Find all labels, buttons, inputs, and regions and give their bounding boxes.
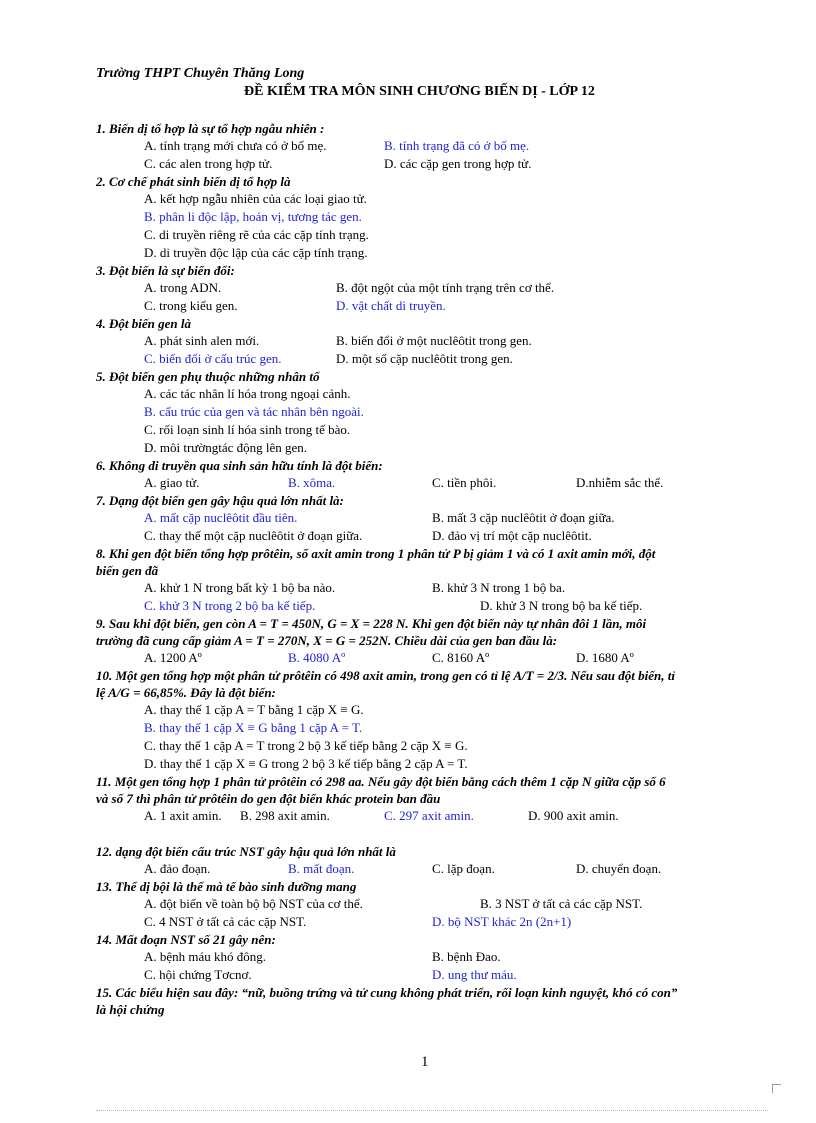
option-d: D. di truyền độc lập của các cặp tính trạng. bbox=[144, 245, 368, 260]
options-row bbox=[96, 860, 768, 878]
question-10-cont: lệ A/G = 66,85%. Đây là đột biến: bbox=[96, 685, 276, 700]
option-a: A. đảo đoạn. bbox=[144, 861, 211, 876]
option-c: C. tiền phôi. bbox=[432, 475, 497, 490]
options-row bbox=[96, 190, 768, 208]
options-row bbox=[96, 948, 768, 966]
options-row bbox=[96, 649, 768, 667]
option-d-correct: D. vật chất di truyền. bbox=[336, 298, 446, 313]
school-name: Trường THPT Chuyên Thăng Long bbox=[96, 66, 305, 81]
question-10: 10. Một gen tổng hợp một phân tử prôtêin có 498 axit amin, trong gen có tỉ lệ A/T = 2/3. Nếu sau đột biến, tỉ bbox=[96, 668, 675, 683]
options-row bbox=[96, 913, 768, 931]
question-3: 3. Đột biến là sự biến đổi: bbox=[96, 263, 235, 278]
option-a: A. bệnh máu khó đông. bbox=[144, 949, 267, 964]
option-a: A. 1200 Aº bbox=[144, 650, 202, 665]
question-4: 4. Đột biến gen là bbox=[96, 316, 191, 331]
option-d: D. chuyển đoạn. bbox=[576, 861, 662, 876]
options-row bbox=[96, 332, 768, 350]
option-c-correct: C. khử 3 N trong 2 bộ ba kế tiếp. bbox=[144, 598, 316, 613]
options-row bbox=[96, 701, 768, 719]
options-row bbox=[96, 226, 768, 244]
option-a: A. kết hợp ngẫu nhiên của các loại giao tử. bbox=[144, 191, 367, 206]
option-a: A. giao tử. bbox=[144, 475, 200, 490]
options-row bbox=[96, 755, 768, 773]
options-row bbox=[96, 579, 768, 597]
options-row bbox=[96, 350, 768, 368]
option-a: A. khử 1 N trong bất kỳ 1 bộ ba nào. bbox=[144, 580, 336, 595]
options-row bbox=[96, 244, 768, 262]
options-row bbox=[96, 137, 768, 155]
question-15: 15. Các biểu hiện sau đây: “nữ, buồng trứng và tử cung không phát triển, rối loạn kinh nguyệt, khó có con” bbox=[96, 985, 678, 1000]
question-8-cont: biến gen đã bbox=[96, 563, 159, 578]
options-row bbox=[96, 297, 768, 315]
options-row bbox=[96, 597, 768, 615]
option-a: A. trong ADN. bbox=[144, 280, 222, 295]
option-c: C. di truyền riêng rẽ của các cặp tính trạng. bbox=[144, 227, 369, 242]
option-b-correct: B. 4080 Aº bbox=[288, 650, 346, 665]
question-11: 11. Một gen tổng hợp 1 phân tử prôtêin có 298 aa. Nếu gây đột biến bằng cách thêm 1 cặp N giữa cặp số 6 bbox=[96, 774, 666, 789]
question-8: 8. Khi gen đột biến tổng hợp prôtêin, số axit amin trong 1 phân tử P bị giảm 1 và có 1 axit amin mới, đột bbox=[96, 546, 656, 561]
option-c-correct: C. biến đổi ở cấu trúc gen. bbox=[144, 351, 282, 366]
margin-mark bbox=[772, 1084, 781, 1093]
option-a: A. 1 axit amin. bbox=[144, 808, 222, 823]
page-number: 1 bbox=[421, 1054, 429, 1070]
option-a: A. đột biến về toàn bộ bộ NST của cơ thể. bbox=[144, 896, 363, 911]
options-row bbox=[96, 421, 768, 439]
option-d: D. thay thế 1 cặp X ≡ G trong 2 bộ 3 kế tiếp bằng 2 cặp A = T. bbox=[144, 756, 468, 771]
option-c: C. 8160 Aº bbox=[432, 650, 490, 665]
option-c-correct: C. 297 axit amin. bbox=[384, 808, 474, 823]
options-row bbox=[96, 403, 768, 421]
option-b: B. 298 axit amin. bbox=[240, 808, 330, 823]
option-c: C. rối loạn sinh lí hóa sinh trong tế bào. bbox=[144, 422, 351, 437]
option-d: D.nhiễm sắc thể. bbox=[576, 475, 664, 490]
question-9-cont: trường đã cung cấp giảm A = T = 270N, X = G = 252N. Chiều dài của gen ban đầu là: bbox=[96, 633, 558, 648]
question-15-cont: là hội chứng bbox=[96, 1002, 165, 1017]
option-d-correct: D. ung thư máu. bbox=[432, 967, 517, 982]
option-c: C. hội chứng Tơcnơ. bbox=[144, 967, 252, 982]
option-b: B. mất 3 cặp nuclêôtit ở đoạn giữa. bbox=[432, 510, 615, 525]
question-11-cont: và số 7 thì phân tử prôtêin do gen đột biến khác protein ban đầu bbox=[96, 791, 441, 806]
option-c: C. lặp đoạn. bbox=[432, 861, 495, 876]
option-b-correct: B. xôma. bbox=[288, 475, 336, 490]
question-list bbox=[96, 120, 768, 1018]
options-row bbox=[96, 155, 768, 173]
option-c: C. thay thế 1 cặp A = T trong 2 bộ 3 kế tiếp bằng 2 cặp X ≡ G. bbox=[144, 738, 468, 753]
option-d: D. khử 3 N trong bộ ba kế tiếp. bbox=[480, 598, 643, 613]
question-6: 6. Không di truyền qua sinh sản hữu tính là đột biến: bbox=[96, 458, 383, 473]
exam-title: ĐỀ KIỂM TRA MÔN SINH CHƯƠNG BIẾN DỊ - LỚP 12 bbox=[244, 84, 595, 99]
option-b: B. biến đổi ở một nuclêôtit trong gen. bbox=[336, 333, 532, 348]
options-row bbox=[96, 509, 768, 527]
options-row bbox=[96, 737, 768, 755]
options-row bbox=[96, 966, 768, 984]
options-row bbox=[96, 439, 768, 457]
option-c: C. thay thế một cặp nuclêôtit ở đoạn giữa. bbox=[144, 528, 363, 543]
question-1: 1. Biến dị tổ hợp là sự tổ hợp ngẫu nhiên : bbox=[96, 121, 325, 136]
options-row bbox=[96, 385, 768, 403]
options-row bbox=[96, 474, 768, 492]
option-b-correct: B. thay thế 1 cặp X ≡ G bằng 1 cặp A = T. bbox=[144, 720, 363, 735]
option-a: A. các tác nhân lí hóa trong ngoại cảnh. bbox=[144, 386, 351, 401]
option-b-correct: B. mất đoạn. bbox=[288, 861, 355, 876]
options-row bbox=[96, 527, 768, 545]
question-5: 5. Đột biến gen phụ thuộc những nhân tố bbox=[96, 369, 320, 384]
option-c: C. các alen trong hợp tử. bbox=[144, 156, 273, 171]
option-b: B. đột ngột của một tính trạng trên cơ thể. bbox=[336, 280, 555, 295]
question-7: 7. Dạng đột biến gen gây hậu quả lớn nhất là: bbox=[96, 493, 344, 508]
option-b-correct: B. cấu trúc của gen và tác nhân bên ngoài. bbox=[144, 404, 364, 419]
question-9: 9. Sau khi đột biến, gen còn A = T = 450N, G = X = 228 N. Khi gen đột biến này tự nhân đôi 1 lần, môi bbox=[96, 616, 647, 631]
option-d: D. đảo vị trí một cặp nuclêôtit. bbox=[432, 528, 592, 543]
options-row bbox=[96, 279, 768, 297]
option-d: D. 900 axit amin. bbox=[528, 808, 619, 823]
option-a: A. thay thế 1 cặp A = T bằng 1 cặp X ≡ G. bbox=[144, 702, 364, 717]
question-12: 12. dạng đột biến cấu trúc NST gây hậu quả lớn nhất là bbox=[96, 844, 396, 859]
option-a: A. tính trạng mới chưa có ở bố mẹ. bbox=[144, 138, 327, 153]
option-c: C. trong kiểu gen. bbox=[144, 298, 238, 313]
option-d-correct: D. bộ NST khác 2n (2n+1) bbox=[432, 914, 572, 929]
option-a: A. phát sinh alen mới. bbox=[144, 333, 260, 348]
footer-divider bbox=[96, 1110, 768, 1111]
question-2: 2. Cơ chế phát sinh biến dị tổ hợp là bbox=[96, 174, 291, 189]
option-c: C. 4 NST ở tất cả các cặp NST. bbox=[144, 914, 307, 929]
option-b-correct: B. tính trạng đã có ở bố mẹ. bbox=[384, 138, 530, 153]
options-row bbox=[96, 807, 768, 825]
option-a-correct: A. mất cặp nuclêôtit đầu tiên. bbox=[144, 510, 298, 525]
options-row bbox=[96, 895, 768, 913]
question-13: 13. Thể dị bội là thể mà tế bào sinh dưỡng mang bbox=[96, 879, 357, 894]
option-b: B. 3 NST ở tất cả các cặp NST. bbox=[480, 896, 643, 911]
option-b: B. bệnh Đao. bbox=[432, 949, 501, 964]
question-14: 14. Mất đoạn NST số 21 gây nên: bbox=[96, 932, 276, 947]
spacer bbox=[96, 825, 768, 843]
option-b-correct: B. phân li độc lập, hoán vị, tương tác gen. bbox=[144, 209, 362, 224]
option-d: D. môi trườngtác động lên gen. bbox=[144, 440, 308, 455]
options-row bbox=[96, 719, 768, 737]
option-d: D. một số cặp nuclêôtit trong gen. bbox=[336, 351, 513, 366]
option-d: D. 1680 Aº bbox=[576, 650, 634, 665]
option-d: D. các cặp gen trong hợp tử. bbox=[384, 156, 532, 171]
option-b: B. khử 3 N trong 1 bộ ba. bbox=[432, 580, 566, 595]
options-row bbox=[96, 208, 768, 226]
